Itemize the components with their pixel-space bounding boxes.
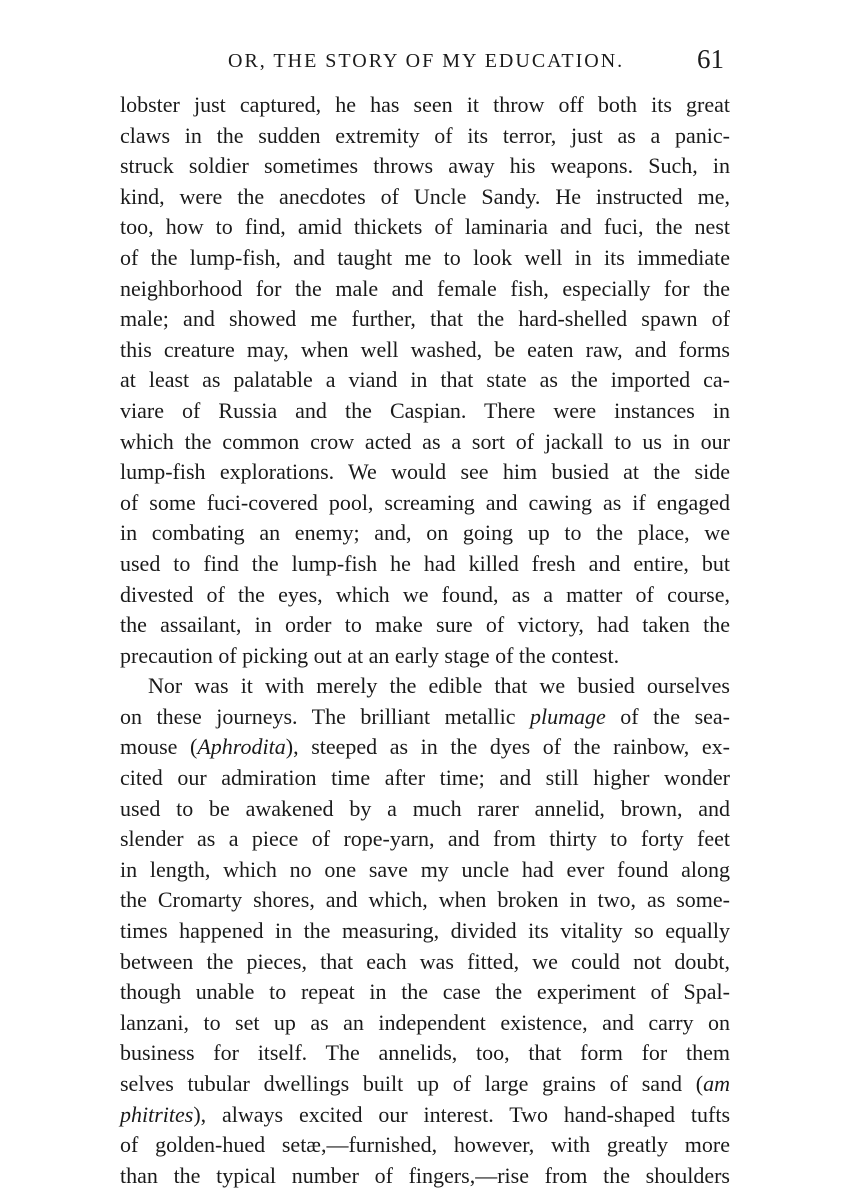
running-head (120, 40, 730, 88)
text-line: of some fuci-covered pool, screaming and cawing as if engaged (120, 489, 730, 515)
italic-word: Aphrodita (197, 734, 286, 760)
text-line: business for itself. The annelids, too, that form for them (120, 1040, 730, 1066)
text-line: lump-fish explorations. We would see him busied at the side (120, 459, 730, 485)
text-line: slender as a piece of rope-yarn, and from thirty to forty feet (120, 826, 730, 852)
italic-word: phitrites (120, 1101, 194, 1127)
italic-word: am (703, 1071, 730, 1096)
text-segment: on these journeys. The brilliant metallic (120, 703, 530, 729)
text-line: between the pieces, that each was fitted, we could not doubt, (120, 948, 730, 974)
text-line: times happened in the measuring, divided its vitality so equally (120, 918, 730, 944)
text-line: in combating an enemy; and, on going up to the place, we (120, 520, 730, 546)
text-line: too, how to find, amid thickets of laminaria and fuci, the nest (120, 214, 730, 240)
book-page (120, 40, 730, 1191)
text-line (120, 1100, 730, 1131)
text-line: neighborhood for the male and female fish, especially for the (120, 275, 730, 301)
text-line: of the lump-fish, and taught me to look well in its immediate (120, 244, 730, 270)
text-line: in length, which no one save my uncle had ever found along (120, 856, 730, 882)
text-line: used to find the lump-fish he had killed fresh and entire, but (120, 550, 730, 576)
text-line (120, 732, 730, 763)
text-line: the Cromarty shores, and which, when broken in two, as some- (120, 887, 730, 913)
text-line (120, 1069, 730, 1100)
text-line: this creature may, when well washed, be eaten raw, and forms (120, 336, 730, 362)
text-line: lanzani, to set up as an independent existence, and carry on (120, 1009, 730, 1035)
italic-word: plumage (530, 703, 606, 729)
text-line: at least as palatable a viand in that state as the imported ca- (120, 367, 730, 393)
text-segment: of the sea- (605, 703, 730, 729)
text-line: viare of Russia and the Caspian. There were instances in (120, 397, 730, 423)
text-line: struck soldier sometimes throws away his weapons. Such, in (120, 153, 730, 179)
text-line: used to be awakened by a much rarer annelid, brown, and (120, 795, 730, 821)
text-line: the assailant, in order to make sure of victory, had taken the (120, 612, 730, 638)
text-line: which the common crow acted as a sort of jackall to us in our (120, 428, 730, 454)
text-line: precaution of picking out at an early stage of the contest. (120, 642, 620, 668)
running-title: OR, THE STORY OF MY EDUCATION. (228, 50, 625, 72)
text-segment: ), steeped as in the dyes of the rainbow, ex- (285, 734, 730, 760)
text-line: though unable to repeat in the case the experiment of Spal- (120, 979, 730, 1005)
text-line: divested of the eyes, which we found, as a matter of course, (120, 581, 730, 607)
text-line: kind, were the anecdotes of Uncle Sandy. He instructed me, (120, 183, 730, 209)
body-text (120, 90, 730, 1191)
text-segment: mouse ( (120, 734, 198, 760)
text-line (120, 702, 730, 733)
text-segment: ), always excited our interest. Two hand-shaped tufts (193, 1101, 730, 1127)
text-line: of golden-hued setæ,—furnished, however, with greatly more (120, 1132, 730, 1158)
text-line: claws in the sudden extremity of its terror, just as a panic- (120, 122, 730, 148)
text-segment: selves tubular dwellings built up of large grains of sand ( (120, 1071, 704, 1096)
text-line: cited our admiration time after time; and still higher wonder (120, 765, 730, 791)
text-line: male; and showed me further, that the hard-shelled spawn of (120, 306, 730, 332)
text-line: Nor was it with merely the edible that we busied ourselves (148, 673, 730, 699)
text-line: lobster just captured, he has seen it throw off both its great (120, 92, 730, 117)
text-line: than the typical number of fingers,—rise from the shoulders (120, 1162, 730, 1188)
page-number: 61 (697, 44, 724, 74)
